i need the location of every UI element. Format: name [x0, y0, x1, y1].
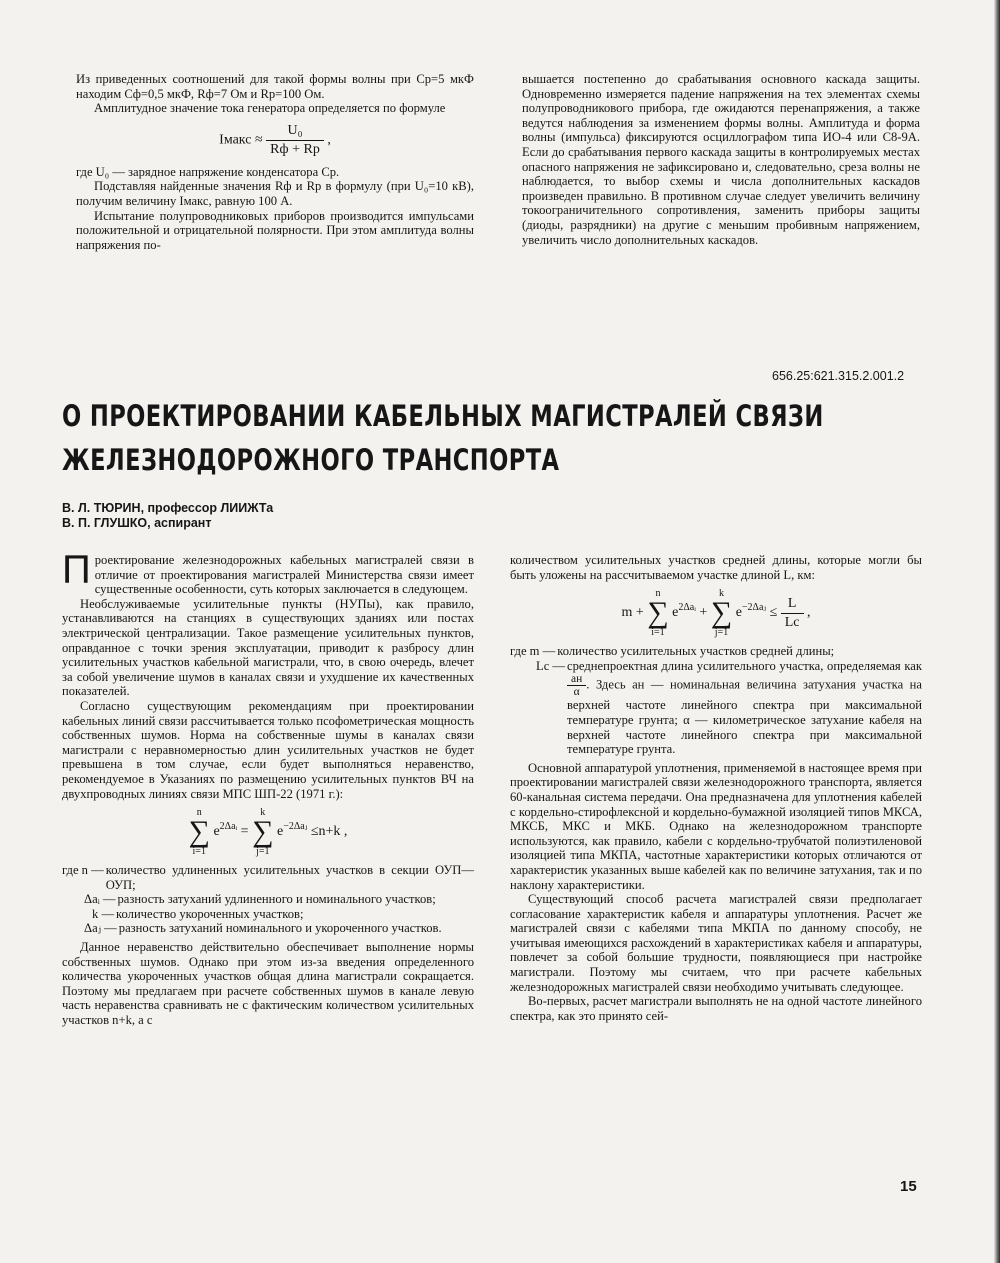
- paragraph: Основной аппаратурой уплотнения, применяемой в настоящее время при проектировании магистралей связи железнодорожного транспорта, является 60-канальная система передачи. Она предназначена для уплотнения кабелей с кордельно-стирофлексной и кордельно-бумажной изоляцией типов МКСА, МКСБ, МКС и МКБ. Однако на железнодорожном транспорте используются, как правило, кабели с кордельно-трубчатой полиэтиленовой изоляцией типа МКПА, частотные характеристики которых отличаются от характеристик указанных выше кабелей как по величине затухания, так и по наклону характеристики.: [510, 760, 922, 892]
- formula-rhs: ≤n+k ,: [310, 824, 348, 840]
- title-line-1: О ПРОЕКТИРОВАНИИ КАБЕЛЬНЫХ МАГИСТРАЛЕЙ СВЯЗИ: [62, 399, 824, 433]
- formula-inequality: [62, 807, 474, 857]
- exponent: 2Δaᵢ: [678, 602, 696, 614]
- paragraph: где U₀ — зарядное напряжение конденсатора Cр.: [76, 164, 340, 179]
- paragraph: Согласно существующим рекомендациям при проектировании кабельных линий связи рассчитывается только псофометрическая мощность собственных шумов. Норма на собственные шумы в каналах связи магистрали с неравномерностью длин усилительных участков не будет превышена в том случае, если будет выполняться неравенство, рекомендуемое в Указаниях по размещению усилительных пунктов ВЧ на двухпроводных линиях связи МПС ШП-22 (1971 г.):: [62, 698, 474, 801]
- le-sign: ≤: [769, 605, 778, 621]
- paragraph: Во-первых, расчет магистрали выполнять не на одной частоте линейного спектра, как это принято сей-: [510, 994, 922, 1023]
- sum-lower: i=1: [651, 627, 665, 639]
- fraction-numerator: aн: [567, 673, 586, 686]
- fraction-denominator: Lc: [784, 614, 800, 630]
- definition-term: где n —: [62, 863, 104, 878]
- author-1: В. Л. ТЮРИН, профессор ЛИИЖТа: [62, 501, 274, 515]
- page-number: 15: [900, 1178, 917, 1195]
- sum-upper: n: [196, 807, 202, 819]
- paragraph: Испытание полупроводниковых приборов производится импульсами положительной и отрицательной полярности. При этом амплитуда волны напряжения по-: [76, 208, 474, 252]
- definition-row: [510, 644, 922, 659]
- fraction-numerator: U₀: [266, 122, 324, 141]
- fraction: [266, 122, 324, 159]
- definition-term: где m —: [510, 644, 556, 659]
- definitions-list: [510, 644, 922, 757]
- main-right-column: [510, 553, 922, 1023]
- fraction-denominator: Rф + Rр: [270, 141, 320, 157]
- formula-tail: ,: [327, 132, 331, 148]
- exp-base: e: [735, 605, 742, 621]
- formula-tail: ,: [807, 605, 811, 621]
- definition-term: Δaᵢ —: [84, 892, 116, 907]
- formula-lhs: Iмакс ≈: [219, 132, 263, 148]
- paragraph: Подставляя найденные значения Rф и Rр в формулу (при U₀=10 кВ), получим величину Iмакс, равную 100 А.: [76, 179, 474, 208]
- paragraph: Данное неравенство действительно обеспечивает выполнение нормы собственных шумов. Однако при этом из-за введения определенного количества укороченных участков общая длина магистрали сокращается. Поэтому мы предлагаем при расчете собственных шумов в канале левую часть неравенства сравнивать не с фактическим количеством усилительных участков n+k, а с: [62, 940, 474, 1028]
- paragraph: количеством усилительных участков средней длины, которые могли бы быть уложены на рассчитываемом участке длиной L, км:: [510, 553, 922, 582]
- definition-text: среднепроектная длина усилительного участка, определяемая как: [567, 658, 922, 673]
- formula-mean-length: [510, 588, 922, 638]
- definition-row: [62, 921, 474, 936]
- definition-desc: количество удлиненных усилительных участков в секции ОУП—ОУП;: [105, 863, 474, 892]
- definition-term: k —: [92, 906, 115, 921]
- definition-row: [62, 907, 474, 922]
- authors: [62, 501, 273, 531]
- definition-row: [62, 892, 474, 907]
- main-left-column: [62, 548, 474, 1028]
- paragraph-text: роектирование железнодорожных кабельных магистралей связи в отличие от проектирования магистралей Министерства связи имеет существенные особенности, суть которых заключается в следующем.: [94, 553, 474, 597]
- paragraph: [62, 548, 474, 597]
- exp-base: e: [672, 605, 679, 621]
- sigma-icon: ∑: [647, 596, 669, 630]
- sigma-icon: ∑: [710, 596, 733, 630]
- sum-lower: j=1: [714, 627, 729, 639]
- paragraph: вышается постепенно до срабатывания основного каскада защиты. Одновременно измеряется падение напряжения на тех элементах схемы полупроводникового прибора, где ожидаются перенапряжения, а также ведутся наблюдения за изменением формы волны. Амплитуда и форма волны (импульса) фиксируются осциллографом типа ИО-4 или С8-9А. Если до срабатывания первого каскада защиты в контролируемых местах опасного напряжения не зафиксировано и, следовательно, среза волны не наблюдается, то выбор схемы и числа дополнительных каскадов произведен правильно. В противном случае следует увеличить величину токоограничительного сопротивления, заменить приборы защиты (диоды, разрядники) на другие с меньшим пробивным напряжением, увеличить число дополнительных каскадов.: [522, 72, 920, 247]
- article-title: [62, 394, 920, 482]
- formula-m: m +: [621, 605, 644, 621]
- exp-base: e: [213, 824, 220, 840]
- drop-cap: П: [62, 548, 91, 592]
- top-left-column: [76, 72, 474, 252]
- definition-term: Lc —: [536, 658, 566, 673]
- sigma-icon: ∑: [188, 815, 210, 849]
- title-line-2: ЖЕЛЕЗНОДОРОЖНОГО ТРАНСПОРТА: [62, 443, 560, 477]
- exp-base: e: [276, 824, 284, 840]
- sum-upper: n: [655, 588, 661, 600]
- definition-row: [62, 863, 474, 892]
- sigma-icon: ∑: [252, 815, 274, 849]
- udc-code: 656.25:621.315.2.001.2: [772, 369, 905, 383]
- sum-symbol: [189, 807, 210, 857]
- fraction-denominator: α: [573, 686, 580, 699]
- sum-symbol: [647, 588, 668, 638]
- definition-row: [510, 659, 922, 757]
- paragraph: Амплитудное значение тока генератора определяется по формуле: [94, 101, 446, 116]
- definition-term: Δaⱼ —: [84, 921, 117, 936]
- definition-desc: разность затуханий номинального и укороченного участков.: [118, 921, 442, 936]
- paragraph: Из приведенных соотношений для такой формы волны при Cр=5 мкФ находим Cф=0,5 мкФ, Rф=7 Ом и Rр=100 Ом.: [76, 72, 474, 101]
- sum-lower: j=1: [256, 846, 270, 858]
- definition-desc: количество укороченных участков;: [116, 906, 304, 921]
- plus-sign: +: [699, 605, 708, 621]
- paragraph: Необслуживаемые усилительные пункты (НУПы), как правило, устанавливаются на станциях в существующих зданиях или постах электрической централизации. Такое размещение усилительных пунктов, оправданное с точки зрения эксплуатации, приводит к разбросу длин усилительных участков кабельной магистрали, что, в свою очередь, влечет за собой увеличение шумов в каналах связи и ухудшение их качественных показателей.: [62, 596, 474, 699]
- sum-lower: i=1: [192, 846, 206, 858]
- fraction: [567, 673, 586, 698]
- fraction: [781, 595, 804, 632]
- sum-symbol: [252, 807, 273, 857]
- sum-upper: k: [260, 807, 266, 819]
- definition-desc: [567, 659, 922, 757]
- definitions-list: [62, 863, 474, 936]
- sum-upper: k: [718, 588, 724, 600]
- paragraph: Существующий способ расчета магистралей связи предполагает согласование характеристик кабеля и аппаратуры уплотнения. Расчет же магистралей связи с кабелями типа МКПА по данному способу, не учитывая имеющихся расхождений в характеристиках кабеля и аппаратуры, повлечет за собой большие трудности, появляющиеся при настройке магистрали. Поэтому мы считаем, что при расчете кабельных железнодорожных магистралей связи необходимо учитывать следующее.: [510, 892, 922, 994]
- author-2: В. П. ГЛУШКО, аспирант: [62, 516, 212, 530]
- definition-desc: разность затуханий удлиненного и номинального участков;: [117, 892, 436, 907]
- definition-text: . Здесь aн — номинальная величина затухания участка на верхней частоте линейного спектра при максимальной температуре грунта; α — километрическое затухание кабеля на верхней частоте линейного спектра при максимальной температуре грунта.: [567, 677, 922, 757]
- scan-edge: [994, 0, 1000, 1263]
- exponent: −2Δaⱼ: [283, 821, 308, 833]
- exponent: −2Δaⱼ: [741, 602, 767, 614]
- fraction-numerator: L: [781, 595, 804, 614]
- sum-symbol: [711, 588, 732, 638]
- equals-sign: =: [240, 824, 249, 840]
- top-right-column: [522, 72, 920, 247]
- exponent: 2Δaᵢ: [219, 821, 238, 833]
- formula-current: [76, 122, 474, 159]
- definition-desc: количество усилительных участков средней длины;: [557, 644, 835, 659]
